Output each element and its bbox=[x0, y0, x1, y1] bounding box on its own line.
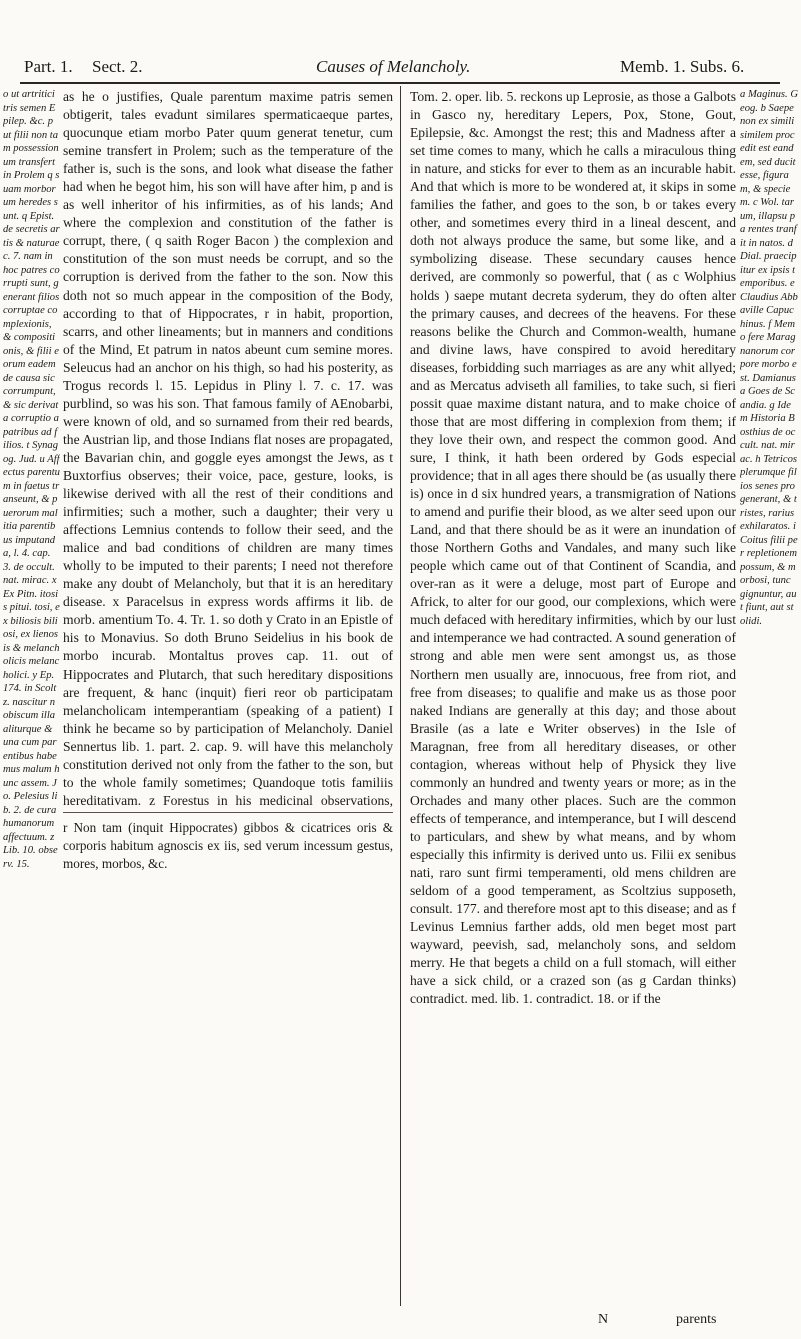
catchword: parents bbox=[676, 1312, 717, 1327]
right-marginal-notes: a Maginus. Geog. b Saepe non ex simili similem procedit est eandem, sed ducit esse, figuram, & speciem. c Wol. tarum, illapsu pa rentes tranfit in natos. d Dial. praecipitur ex ipsis temporibus. e Claudius Abbaville Capuchinus. f Memo fere Maragnanorum corpore morbo est. Damianus a Goes de Scandia. g Idem Historia Bosthius de occult. nat. mirac. h Tetricos plerumque filios senes progenerant, & tristes, rarius exhilaratos. i Coitus filii per repletionem possum, & morbosi, tunc gignuntur, aut fiunt, aut stolidi. bbox=[740, 89, 798, 627]
right-column-text: Tom. 2. oper. lib. 5. reckons up Leprosie, as those a Galbots in Gasco ny, hereditary Lepers, Pox, Stone, Gout, Epilepsie, &c. Amongst the rest; this and Madness after a set time comes to many, which he calls a miraculous thing in nature, and sticks for ever to them as an incurable habit. And that which is more to be wondered at, it skips in some families the father, and goes to the son, b or takes every other, and sometimes every third in a lineal descent, and doth not always produce the same, but some like, and a symbolizing disease. These secundary causes hence derived, are commonly so powerful, that ( as c Wolphius holds ) saepe mutant decreta syderum, they do often alter the primary causes, and decrees of the heavens. For these reasons belike the Church and Common-wealth, humane and divine laws, have conspired to avoid hereditary diseases, forbidding such marriages as are any whit allyed; and as Mercatus adviseth all families, to take such, si fieri possit quae maxime distant natura, and to make choice of those that are most differing in complexion from them; if they love their own, and respect the common good. And sure, I think, it hath been ordered by Gods especial providence; that in all ages there should be (as usually there is) once in d six hundred years, a transmigration of Nations to amend and purifie their blood, as we alter seed upon our Land, and that there should be as it were an inundation of those Northern Goths and Vandales, and many such like people which came out of that Continent of Scandia, and over-ran as it were a deluge, most part of Europe and Africk, to alter for our good, our complexions, which were much defaced with hereditary infirmities, which by our lust and intemperance we had contracted. A sound generation of strong and able men were sent amongst us, as those Northern men usually are, innocuous, free from riot, and free from diseases; to qualifie and make us as those poor naked Indians are generally at this day; and those about Brasile (as a late e Writer observes) in the Isle of Maragnan, free from all hereditary diseases, or other contagion, whereas without help of Physick they live commonly an hundred and twenty years or more; as in the Orchades and many other places. Such are the common effects of temperance, and intemperance, but I will descend to particulars, and shew by what means, and by whom especially this infirmity is derived unto us. Filii ex senibus nati, raro sunt firmi temperamenti, old mens children are seldom of a good temperament, as Scoltzius supposeth, consult. 177. and therefore most apt to this disease; and as f Levinus Lemnius farther adds, old men beget most part wayward, peevish, sad, melancholy sons, and seldom merry. He that begets a child on a full stomach, will either have a sick child, or a crazed son (as g Cardan thinks) contradict. med. lib. 1. contradict. 18. or if the bbox=[410, 89, 736, 1007]
section-label: Sect. 2. bbox=[92, 57, 143, 76]
column-divider bbox=[400, 86, 401, 1306]
signature-mark: N bbox=[598, 1312, 609, 1327]
left-marginal-notes: o ut artritici tris semen Epilep. &c. p ut filii non tam possessionum transfert in Prolem q suam morborum heredes sunt. q Epist. de secretis artis & naturae c. 7. nam in hoc patres corrupti sunt, generant filios corruptae complexionis, & compositionis, & filii eorum eadem de causa sic corrumpunt, & sic derivata corruptio a patribus ad filios. t Synagog. Jud. u Affectus parentum in faetus transeunt, & puerorum malitia parentibus imputanda, l. 4. cap. 3. de occult. nat. mirac. x Ex Pitn. itosis pitui. tosi, ex biliosis biliosi, ex lienosis & melancholicis melancholici. y Ep. 174. in Scoltz. nascitur nobiscum illa aliturque & una cum parentibus habemus malum hunc assem. Jo. Pelesius lib. 2. de cura humanorum affectuum. z Lib. 10. observ. 15. bbox=[3, 89, 60, 870]
part-label: Part. 1. bbox=[24, 57, 73, 76]
left-column-text: as he o justifies, Quale parentum maxime patris semen obtigerit, tales evadunt similares spermaticaeque partes, quocunque etiam morbo Pater quum generat tenetur, cum semine transfert in Prolem; such as the temperature of the father is, such is the sons, and look what disease the father had when he begot him, his son will have after him, p and is as well inheritor of his infirmities, as of his lands; And where the complexion and constitution of the father is corrupt, there, ( q saith Roger Bacon ) the complexion and constitution of the son must needs be corrupt, and so the corruption is derived from the father to the son. Now this doth not so much appear in the composition of the Body, according to that of Hippocrates, r in habit, proportion, scarrs, and other lineaments; but in manners and conditions of the Mind, Et patrum in natos abeunt cum semine mores. Seleucus had an anchor on his thigh, so had his posterity, as Trogus records l. 15. Lepidus in Pliny l. 7. c. 17. was purblind, so was his son. That famous family of AEnobarbi, were known of old, and so surnamed from their red beards, the Austrian lip, and those Indians flat noses are propagated, the Bavarian chin, and goggle eyes amongst the Jews, as t Buxtorfius observes; their voice, pace, gesture, looks, is likewise derived with all the rest of their conditions and infirmities; such a mother, such a daughter; their very u affections Lemnius contends to follow their seed, and the malice and bad conditions of children are many times wholly to be imputed to their parents; I need not therefore make any doubt of Melancholy, but that it is an hereditary disease. x Paracelsus in express words affirms it lib. de morb. amentium To. 4. Tr. 1. so doth y Crato in an Epistle of his to Monavius. So doth Bruno Seidelius in his book de morbo incurab. Montaltus proves cap. 11. out of Hippocrates and Plutarch, that such hereditary dispositions are frequent, & hanc (inquit) fieri reor ob participatam melancholicam intemperantiam (speaking of a patient) I think he became so by participation of Melancholy. Daniel Sennertus lib. 1. part. 2. cap. 9. will have this melancholy constitution derived not only from the father to the son, but to the whole family sometimes; Quandoque totis familiis hereditativam. z Forestus in his medicinal observations, bbox=[63, 89, 393, 808]
member-label: Memb. 1. Subs. 6. bbox=[620, 57, 745, 76]
page-title: Causes of Melancholy. bbox=[316, 57, 471, 76]
header-rule bbox=[20, 82, 780, 84]
left-column-footnote: r Non tam (inquit Hippocrates) gibbos & cicatrices oris & corporis habitum agnoscis ex iis, sed verum incessum gestus, mores, morbos, &c. bbox=[63, 812, 393, 1309]
